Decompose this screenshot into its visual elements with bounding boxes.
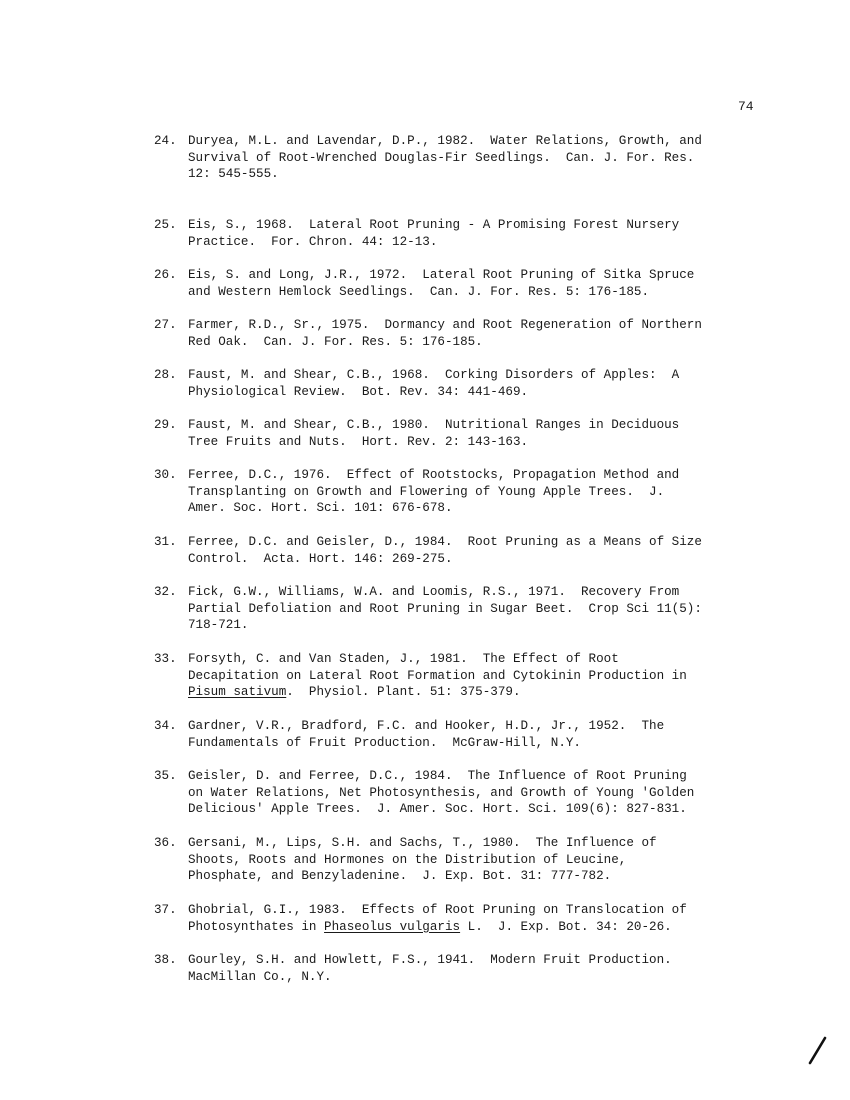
reference-line [188,334,774,351]
reference-number: 34. [154,719,177,733]
reference-line [188,718,774,735]
reference-line [188,584,774,601]
species-name: Phaseolus vulgaris [324,919,461,934]
reference-number: 28. [154,368,177,382]
reference-line-text: Farmer, R.D., Sr., 1975. Dormancy and Root Regeneration of Northern [188,318,702,332]
reference-line [188,684,774,701]
reference-line-text: Eis, S. and Long, J.R., 1972. Lateral Root Pruning of Sitka Spruce [188,268,695,282]
reference-line [188,801,774,818]
reference-line-text: Delicious' Apple Trees. J. Amer. Soc. Hort. Sci. 109(6): 827-831. [188,802,687,817]
reference-line [188,952,774,969]
reference-text [188,902,774,935]
reference-text [188,835,774,885]
reference-line [188,150,774,167]
reference-line [188,651,774,668]
reference-line-text: MacMillan Co., N.Y. [188,969,332,984]
reference-line [188,234,774,251]
reference-line-text: Photosynthates in [188,919,325,934]
reference-line [188,284,774,301]
reference-line [188,835,774,852]
reference-number: 24. [154,134,177,148]
reference-text [188,133,774,183]
reference-line [188,317,774,334]
reference-line-text: Gourley, S.H. and Howlett, F.S., 1941. Modern Fruit Production. [188,953,672,967]
reference-line-text: Geisler, D. and Ferree, D.C., 1984. The Influence of Root Pruning [188,769,687,783]
reference-line [188,417,774,434]
species-name: Pisum sativum [188,685,287,700]
reference-line [188,601,774,618]
reference-number: 26. [154,268,177,282]
reference-line [188,785,774,802]
reference-line [188,534,774,551]
reference-line [188,902,774,919]
reference-line [188,384,774,401]
reference-text [188,317,774,350]
reference-line [188,735,774,752]
reference-line-text: Fick, G.W., Williams, W.A. and Loomis, R.S., 1971. Recovery From [188,585,680,599]
reference-line-text: Ghobrial, G.I., 1983. Effects of Root Pruning on Translocation of [188,903,687,917]
reference-line [188,367,774,384]
page-number: 74 [738,99,754,114]
reference-number: 32. [154,585,177,599]
reference-line-text: Faust, M. and Shear, C.B., 1980. Nutritional Ranges in Deciduous [188,418,680,432]
reference-number: 30. [154,468,177,482]
reference-line [188,969,774,986]
reference-line [188,434,774,451]
reference-line [188,868,774,885]
reference-line-text: Gersani, M., Lips, S.H. and Sachs, T., 1980. The Influence of [188,836,657,850]
reference-text [188,217,774,250]
reference-number: 37. [154,903,177,917]
reference-line-text: Duryea, M.L. and Lavendar, D.P., 1982. Water Relations, Growth, and [188,134,702,148]
reference-line-text: Physiological Review. Bot. Rev. 34: 441-469. [188,384,529,399]
reference-text [188,768,774,818]
reference-line [188,551,774,568]
reference-number: 36. [154,836,177,850]
reference-line-text: Phosphate, and Benzyladenine. J. Exp. Bot. 31: 777-782. [188,869,612,884]
reference-number: 38. [154,953,177,967]
reference-line [188,166,774,183]
reference-line-text: Faust, M. and Shear, C.B., 1968. Corking Disorders of Apples: A [188,368,680,382]
reference-line-text: Amer. Soc. Hort. Sci. 101: 676-678. [188,501,453,516]
reference-line-text: Gardner, V.R., Bradford, F.C. and Hooker, H.D., Jr., 1952. The [188,719,665,733]
reference-text [188,952,774,985]
reference-line [188,133,774,150]
reference-line-text: and Western Hemlock Seedlings. Can. J. For. Res. 5: 176-185. [188,284,650,299]
handwritten-check-mark [806,1036,828,1066]
reference-number: 25. [154,218,177,232]
reference-line-text: 718-721. [188,618,249,633]
reference-number: 27. [154,318,177,332]
reference-text [188,584,774,634]
reference-line-text: 12: 545-555. [188,167,279,182]
reference-line-text: Decapitation on Lateral Root Formation and Cytokinin Production in [188,668,687,683]
reference-line [188,919,774,936]
reference-text [188,534,774,567]
reference-text [188,267,774,300]
reference-line-text: Transplanting on Growth and Flowering of Young Apple Trees. J. [188,484,665,499]
reference-line-text: Practice. For. Chron. 44: 12-13. [188,234,438,249]
reference-line-text: Ferree, D.C., 1976. Effect of Rootstocks, Propagation Method and [188,468,680,482]
reference-line [188,617,774,634]
reference-number: 29. [154,418,177,432]
reference-text [188,417,774,450]
reference-line-text: Red Oak. Can. J. For. Res. 5: 176-185. [188,334,483,349]
reference-line [188,484,774,501]
reference-text [188,718,774,751]
reference-line-text: L. J. Exp. Bot. 34: 20-26. [460,919,672,934]
reference-line [188,852,774,869]
reference-number: 33. [154,652,177,666]
reference-text [188,367,774,400]
reference-number: 35. [154,769,177,783]
reference-line [188,467,774,484]
reference-line-text: Tree Fruits and Nuts. Hort. Rev. 2: 143-163. [188,434,529,449]
reference-line-text: Fundamentals of Fruit Production. McGraw-Hill, N.Y. [188,735,581,750]
reference-line-text: Control. Acta. Hort. 146: 269-275. [188,551,453,566]
reference-line [188,500,774,517]
reference-line [188,668,774,685]
reference-line-text: Forsyth, C. and Van Staden, J., 1981. The Effect of Root [188,652,619,666]
reference-line-text: . Physiol. Plant. 51: 375-379. [286,685,521,700]
reference-number: 31. [154,535,177,549]
reference-line-text: Ferree, D.C. and Geisler, D., 1984. Root Pruning as a Means of Size [188,535,702,549]
reference-text [188,651,774,701]
reference-text [188,467,774,517]
reference-line-text: Eis, S., 1968. Lateral Root Pruning - A Promising Forest Nursery [188,218,680,232]
reference-line [188,217,774,234]
reference-line-text: Survival of Root-Wrenched Douglas-Fir Seedlings. Can. J. For. Res. [188,150,695,165]
reference-line [188,267,774,284]
reference-line-text: Shoots, Roots and Hormones on the Distribution of Leucine, [188,852,627,867]
reference-line-text: Partial Defoliation and Root Pruning in Sugar Beet. Crop Sci 11(5): [188,601,702,616]
reference-line-text: on Water Relations, Net Photosynthesis, and Growth of Young 'Golden [188,785,695,800]
reference-line [188,768,774,785]
